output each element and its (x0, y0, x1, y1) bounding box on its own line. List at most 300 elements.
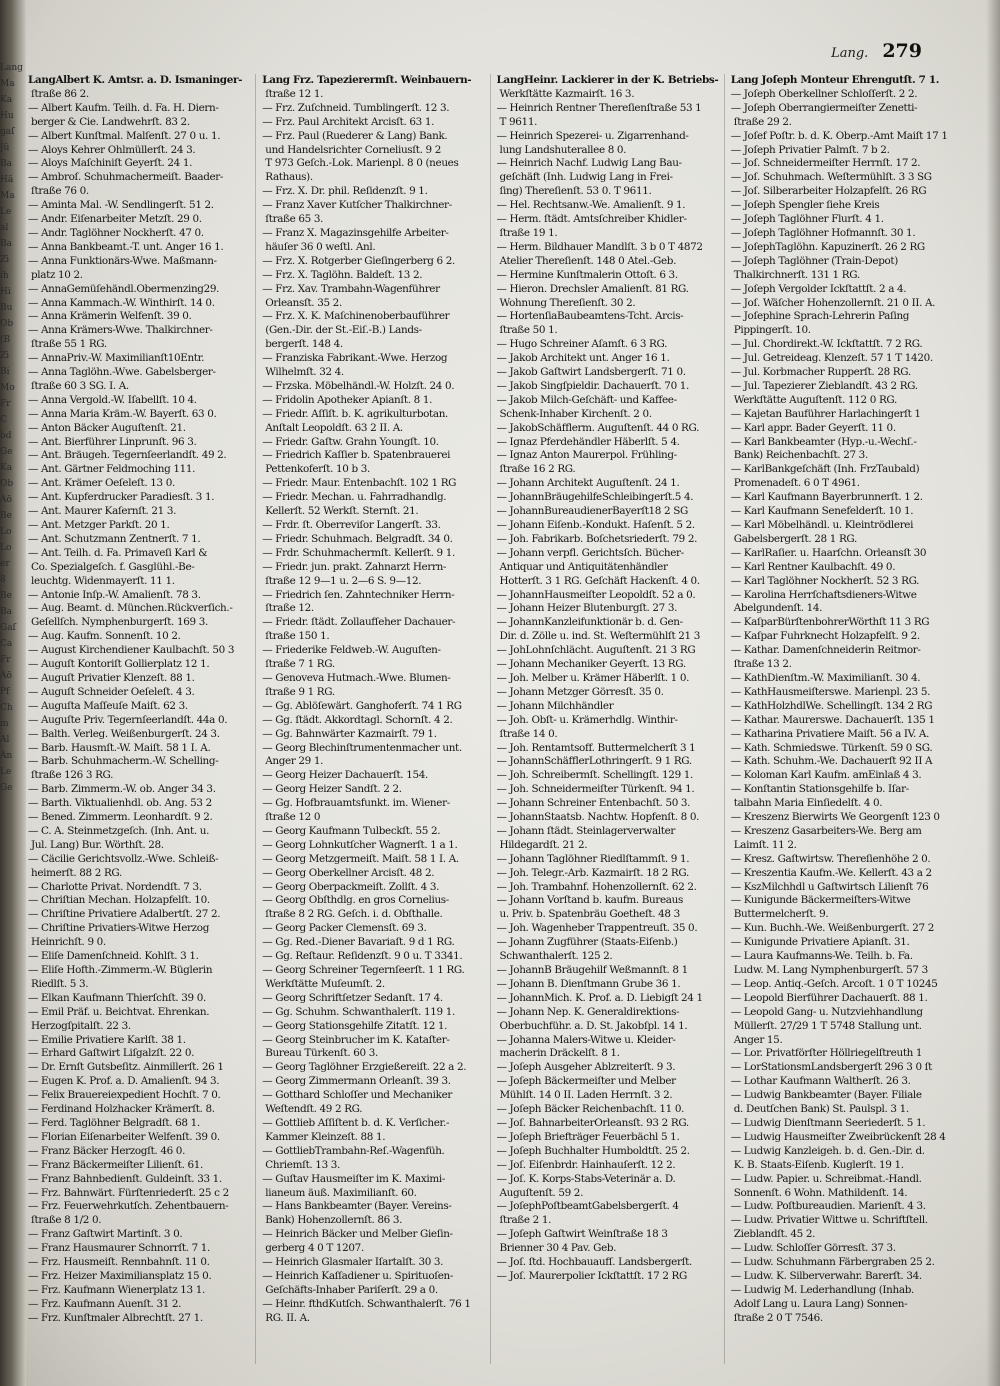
directory-entry: — Aloys Maſchiniſt Geyerſt. 24 1. (28, 157, 193, 170)
directory-entry-continuation: Thalkirchnerſt. 131 1 RG. (733, 268, 860, 281)
directory-entry: — Frz. Zuſchneid. Tumblingerſt. 12 3. (262, 101, 450, 114)
directory-entry: — Jakob Singſpieldir. Dachauerſt. 70 1. (496, 379, 689, 392)
page-number: 279 (882, 40, 922, 62)
directory-entry-continuation: leuchtg. Widenmayerſt. 11 1. (31, 574, 175, 587)
directory-entry: — Ant. Bräugeh. Tegernſeerlandſt. 49 2. (28, 449, 227, 462)
directory-entry: — Georg Blechinſtrumentenmacher unt. (262, 741, 462, 754)
directory-entry: — Joſeph Taglöhner Flurſt. 4 1. (730, 213, 884, 226)
directory-entry: — Joſeph Taglöhner (Train-Depot) (730, 254, 898, 267)
directory-entry-continuation: lianeum äuß. Maximilianſt. 60. (265, 1186, 417, 1199)
directory-entry-continuation: ſtraße 150 1. (265, 630, 330, 643)
directory-entry-continuation: Laimſt. 11 2. (733, 838, 797, 851)
directory-entry-continuation: macherin Dräckelſt. 8 1. (499, 1047, 620, 1060)
facing-page-fragment: C (0, 415, 7, 425)
directory-entry-continuation: ſtraße 76 0. (31, 185, 89, 198)
directory-entry: — Aminta Mal. -W. Sendlingerſt. 51 2. (28, 199, 214, 212)
directory-entry: — Frz. Heizer Maximiliansplatz 15 0. (28, 1269, 212, 1282)
directory-entry: — Johann verpfl. Gerichtsſch. Bücher- (496, 546, 684, 559)
directory-entry: — Georg Schriftſetzer Sedanſt. 17 4. (262, 991, 443, 1004)
facing-page-fragment: al (0, 223, 9, 233)
directory-entry: — Georg Heizer Sandſt. 2 2. (262, 783, 402, 796)
directory-entry: — Georg Oberpackmeiſt. Zollſt. 4 3. (262, 880, 440, 893)
directory-entry: — Jakob Gaſtwirt Landsbergerſt. 71 0. (496, 366, 686, 379)
directory-entry: — Joh. Schneidermeiſter Türkenſt. 94 1. (496, 783, 695, 796)
directory-entry: — Joſ. BahnarbeiterOrleansſt. 93 2 RG. (496, 1116, 689, 1129)
facing-page-fragment: Gaſ (0, 623, 16, 633)
directory-entry: — AnnaGemüſehändl.Obermenzing29. (28, 282, 220, 295)
directory-entry: — Cäcilie Gerichtsvollz.-Wwe. Schleiß- (28, 852, 219, 865)
facing-page-fragment: ih (0, 271, 9, 281)
directory-entry: — Ant. Schutzmann Zentnerſt. 7 1. (28, 532, 201, 545)
directory-entry: — Frdr. ſt. Oberreviſor Langerſt. 33. (262, 519, 441, 531)
directory-entry: — Ludw. Poſtbureaudien. Marienſt. 4 3. (730, 1200, 926, 1213)
directory-entry: — Karl Kaufmann Bayerbrunnerſt. 1 2. (730, 491, 923, 504)
column-head-entry: Lang Frz. Tapezierermſt. Weinbauern- (262, 74, 472, 86)
directory-entry: — Bened. Zimmerm. Leonhardſt. 9 2. (28, 811, 213, 824)
directory-entry-continuation: Anger 15. (733, 1033, 783, 1046)
directory-entry: — Jakob Milch-Geſchäft- und Kaffee- (496, 393, 677, 406)
directory-entry: — Georg Heizer Dachauerſt. 154. (262, 769, 428, 782)
directory-column-2 (262, 74, 490, 1364)
directory-entry: — Kunigunde Privatiere Apianſt. 31. (730, 936, 910, 949)
facing-page-fragment: Bi (0, 367, 10, 377)
directory-entry: — Franz X. Magazinsgehilfe Arbeiter- (262, 226, 449, 239)
directory-entry: — GottliebTrambahn-Reſ.-Wagenfüh. (262, 1144, 445, 1157)
directory-entry: — Georg Obſthdlg. en gros Cornelius- (262, 894, 449, 907)
directory-entry: — Anna Krämerin Welfenſt. 39 0. (28, 310, 192, 323)
directory-entry: — Johann Metzger Görresſt. 35 0. (496, 685, 664, 698)
directory-entry-continuation: Brienner 30 4 Pav. Geb. (499, 1242, 617, 1255)
directory-entry: — Georg Kaufmann Tulbeckſt. 55 2. (262, 824, 441, 837)
directory-entry-continuation: ſtraße 8 1/2 0. (31, 1214, 102, 1227)
directory-entry-continuation: Abelgundenſt. 14. (733, 602, 823, 615)
facing-page-edge (0, 60, 24, 1360)
directory-entry: — Joh. Rentamtsoff. Buttermelcherſt 3 1 (496, 741, 696, 754)
directory-entry: — KathDienſtm.-W. Maximilianſt. 30 4. (730, 671, 921, 684)
directory-entry: — Heinrich Rentner Thereſienſtraße 53 1 (496, 101, 702, 114)
directory-entry: — JohLohnſchlächt. Auguſtenſt. 21 3 RG (496, 644, 696, 657)
directory-entry-continuation: ſtraße 29 2. (733, 115, 792, 128)
directory-entry: — Georg Lohnkutſcher Wagnerſt. 1 a 1. (262, 838, 458, 851)
directory-entry: — Frzska. Möbelhändl.-W. Holzſt. 24 0. (262, 379, 455, 392)
directory-entry: — Jakob Architekt unt. Anger 16 1. (496, 352, 670, 365)
directory-entry: — Emil Präf. u. Beichtvat. Ehrenkan. (28, 1005, 210, 1018)
directory-entry: — Georg Oberkellner Arcisſt. 48 2. (262, 866, 435, 879)
directory-entry: — Katharina Privatiere Maiſt. 56 a IV. A. (730, 727, 930, 740)
directory-entry-continuation: Ludw. M. Lang Nymphenburgerſt. 57 3 (733, 964, 928, 976)
directory-entry: — Heinr. fthdKutſch. Schwanthalerſt. 76 1 (262, 1297, 471, 1310)
directory-entry: — Auguſt Schneider Oeſeleſt. 4 3. (28, 685, 195, 698)
directory-entry-continuation: Müllerſt. 27/29 1 T 5748 Stallung unt. (733, 1019, 922, 1032)
directory-column-4 (731, 74, 958, 1364)
directory-entry-continuation: Werkſtätte Kazmairſt. 16 3. (499, 87, 635, 100)
facing-page-fragment: Bu (0, 303, 13, 313)
directory-entry: — AnnaPriv.-W. Maximilianſt10Entr. (28, 352, 205, 365)
directory-entry: — Johann Mechaniker Geyerſt. 13 RG. (496, 658, 686, 671)
directory-entry: — Gg. Schuhm. Schwanthalerſt. 119 1. (262, 1005, 455, 1018)
directory-entry: — Joſeph Spengler ſiehe Kreis (730, 199, 880, 212)
directory-columns (28, 74, 958, 1364)
directory-entry: — Aug. Beamt. d. München.Rückverſich.- (28, 602, 233, 615)
directory-entry: — LorStationsmLandsbergerſt 296 3 0 ſt (730, 1061, 933, 1074)
directory-entry: — Kath. Schmiedswe. Türkenſt. 59 0 SG. (730, 741, 933, 754)
directory-entry: — Ludwig Bankbeamter (Bayer. Filiale (730, 1089, 922, 1102)
directory-entry: — Erhard Gaſtwirt Liſgalzſt. 22 0. (28, 1047, 195, 1060)
directory-entry: — Ant. Maurer Kaſernſt. 21 3. (28, 505, 177, 518)
directory-entry: — Albert Kaufm. Teilh. d. Fa. H. Diern- (28, 101, 219, 114)
directory-entry: — JohannSchäfflerLothringerſt. 9 1 RG. (496, 755, 692, 768)
directory-entry-continuation: Heinrichſt. 9 0. (31, 936, 106, 949)
directory-entry: — Eliſe Hofth.-Zimmerm.-W. Büglerin (28, 964, 213, 976)
directory-entry-continuation: ſtraße 55 1 RG. (31, 338, 107, 351)
directory-entry: — Franz Bäckermeiſter Lilienſt. 61. (28, 1158, 203, 1171)
directory-entry: — KarlBankgeſchäft (Inh. FrzTaubald) (730, 463, 920, 476)
directory-entry: — Karl Kaufmann Senefelderſt. 10 1. (730, 505, 914, 518)
directory-entry: — Friedrich Kaſſier b. Spatenbrauerei (262, 449, 451, 462)
directory-entry: — Barb. Zimmerm.-W. ob. Anger 34 3. (28, 783, 216, 796)
directory-column-1 (28, 74, 256, 1364)
directory-entry: — JoſephPoſtbeamtGabelsbergerſt. 4 (496, 1200, 679, 1213)
directory-entry: — Ant. Krämer Oeſeleſt. 13 0. (28, 477, 175, 490)
directory-entry: — Friederike Feldweb.-W. Auguſten- (262, 644, 441, 657)
directory-entry: — HortenſiaBaubeamtens-Tcht. Arcis- (496, 310, 684, 323)
directory-entry: — Joſ. Silberarbeiter Holzapfelſt. 26 RG (730, 185, 927, 198)
directory-entry-continuation: Bureau Türkenſt. 60 3. (265, 1047, 378, 1060)
directory-column-3 (497, 74, 725, 1364)
directory-entry: — Joſephine Sprach-Lehrerin Paſing (730, 310, 910, 323)
directory-entry: — Friedr. Maur. Entenbachſt. 102 1 RG (262, 477, 457, 490)
facing-page-fragment: Ba (0, 607, 12, 617)
directory-entry: — Gg. Reſtaur. Reſidenzſt. 9 0 u. T 3341. (262, 950, 463, 963)
directory-entry: — KaſparBürſtenbohrerWörthſt 11 3 RG (730, 616, 930, 629)
directory-entry-continuation: Werkſtätte Auguſtenſt. 112 0 RG. (733, 393, 897, 406)
directory-entry-continuation: Geſellſch. Nymphenburgerſt. 169 3. (31, 616, 208, 629)
directory-entry: — Auguſt Kontoriſt Gollierplatz 12 1. (28, 658, 210, 671)
directory-entry: — JohannMich. K. Prof. a. D. Liebigſt 24 1 (496, 991, 703, 1004)
facing-page-fragment: Lo (0, 543, 12, 553)
directory-entry: — Hel. Rechtsanw.-We. Amalienſt. 9 1. (496, 199, 686, 212)
directory-entry: — Jul. Chordirekt.-W. Ickſtattſt. 7 2 RG. (730, 338, 923, 351)
directory-entry-continuation: geſchäft (Inh. Ludwig Lang in Frei- (499, 171, 673, 184)
directory-entry: — Franz Xaver Kutſcher Thalkirchner- (262, 199, 452, 212)
directory-entry: — Georg Schreiner Tegernſeerſt. 1 1 RG. (262, 964, 465, 976)
directory-entry: — Joſeph Oberkellner Schloſſerſt. 2 2. (730, 87, 918, 100)
directory-entry: — August Kirchendiener Kaulbachſt. 50 3 (28, 644, 235, 657)
directory-entry: — Joſeph Buchhalter Humboldtſt. 25 2. (496, 1144, 690, 1157)
facing-page-fragment: er (0, 559, 10, 569)
directory-entry: — KszMilchhdl u Gaſtwirtsch Lilienſt 76 (730, 880, 929, 893)
directory-entry: — Kreszenz Gasarbeiters-We. Berg am (730, 824, 922, 837)
directory-entry: — Frz. Kaufmann Auenſt. 31 2. (28, 1297, 182, 1310)
directory-entry: — Kathar. Maurerswe. Dachauerſt. 135 1 (730, 713, 935, 726)
directory-entry: — Kathar. Damenſchneiderin Reitmor- (730, 644, 921, 657)
directory-entry: — Joſ. ſtd. Hochbauaufſ. Landsbergerſt. (496, 1256, 692, 1269)
directory-entry-continuation: ſtraße 65 3. (265, 213, 324, 226)
directory-entry: — Anna Krämers-Wwe. Thalkirchner- (28, 324, 213, 337)
directory-entry: — Joſeph Vergolder Ickſtattſt. 2 a 4. (730, 282, 907, 295)
directory-entry: — Ludwig Kanzleigeh. b. d. Gen.-Dir. d. (730, 1144, 925, 1157)
directory-entry-continuation: heimerſt. 88 2 RG. (31, 866, 122, 879)
directory-entry: — Franz Gaſtwirt Martinſt. 3 0. (28, 1228, 183, 1241)
directory-entry: — Antonie Inſp.-W. Amalienſt. 78 3. (28, 588, 201, 601)
facing-page-fragment: Ka (0, 95, 13, 105)
directory-entry: — Joſ. K. Korps-Stabs-Veterinär a. D. (496, 1172, 676, 1185)
running-header (831, 40, 922, 62)
directory-entry: — Kath. Schuhm.-We. Dachauerſt 92 II A (730, 755, 933, 768)
directory-entry: — Joſeph Privatier Palmſt. 7 b 2. (730, 143, 890, 156)
directory-entry: — Frz. X. K. Maſchinenoberbauführer (262, 310, 450, 323)
directory-entry: — Aloys Kehrer Ohlmüllerſt. 24 3. (28, 143, 196, 156)
directory-entry-continuation: Bank) Hohenzollernſt. 86 3. (265, 1214, 403, 1227)
directory-entry: — JohannBräugehilfeSchleibingerſt.5 4. (496, 491, 694, 504)
facing-page-fragment: Be (0, 591, 12, 601)
directory-entry: — Friedr. ſtädt. Zollaufſeher Dachauer- (262, 616, 456, 629)
directory-entry: — JohannB Bräugehilf Weßmannſt. 8 1 (496, 964, 688, 976)
directory-entry: — Heinrich Bäcker und Melber Gieſin- (262, 1228, 453, 1241)
directory-entry: — Heinrich Nachf. Ludwig Lang Bau- (496, 157, 682, 170)
directory-entry-continuation: Pippingerſt. 10. (733, 324, 811, 337)
directory-entry-continuation: Geſchäfts-Inhaber Pariſerſt. 29 a 0. (265, 1283, 438, 1296)
directory-entry-continuation: Oberbuchführ. a. D. St. Jakobſpl. 14 1. (499, 1019, 688, 1032)
directory-entry: — Joſeph Gaſtwirt Weinſtraße 18 3 (496, 1228, 668, 1241)
directory-entry: — Johann Taglöhner Riedlſtammſt. 9 1. (496, 852, 690, 865)
directory-entry: — Friedr. Schuhmach. Belgradſt. 34 0. (262, 532, 453, 545)
directory-entry: — Gg. Red.-Diener Bavariaſt. 9 d 1 RG. (262, 936, 455, 949)
directory-entry: — Joh. Fabrikarb. Boſchetsriederſt. 79 2. (496, 532, 698, 545)
directory-entry: — KarlRaſier. u. Haarſchn. Orleansſt 30 (730, 546, 927, 559)
directory-entry: — Joh. Melber u. Krämer Häberlſt. 1 0. (496, 671, 690, 684)
directory-entry: — Charlotte Privat. Nordendſt. 7 3. (28, 880, 202, 893)
directory-entry: — Ludw. Schloſſer Görresſt. 37 3. (730, 1242, 896, 1255)
directory-entry-continuation: Kellerſt. 52 Werkſt. Sternſt. 21. (265, 505, 419, 518)
directory-entry-continuation: Schenk-Inhaber Kirchenſt. 2 0. (499, 407, 652, 420)
facing-page-fragment: Ge (0, 447, 13, 457)
directory-entry: — Joh. Obſt- u. Krämerhdlg. Winthir- (496, 713, 678, 726)
facing-page-fragment: Fr (0, 399, 11, 409)
directory-entry: — JohannKanzleifunktionär b. d. Gen- (496, 616, 683, 629)
directory-entry: — Hermine Kunſtmalerin Ottoſt. 6 3. (496, 268, 678, 281)
directory-entry-continuation: Anſtalt Leopoldſt. 63 2 II. A. (265, 421, 403, 434)
directory-entry: — Ferdinand Holzhacker Krämerſt. 8. (28, 1103, 215, 1116)
directory-entry: — Ignaz Pferdehändler Häberlſt. 5 4. (496, 435, 680, 448)
facing-page-fragment: Ge (0, 783, 13, 793)
directory-entry: — Joſef Poſtr. b. d. K. Oberp.-Amt Maiſt 17 1 (730, 129, 948, 142)
directory-entry: — Johann Schreiner Entenbachſt. 50 3. (496, 797, 691, 810)
directory-entry-continuation: talbahn Maria Einſiedelſt. 4 0. (733, 797, 883, 810)
directory-entry: — Anna Maria Kräm.-W. Bayerſt. 63 0. (28, 407, 217, 420)
facing-page-fragment: Aö (0, 671, 12, 681)
directory-entry: — Ant. Kupferdrucker Paradiesſt. 3 1. (28, 491, 215, 504)
directory-entry: — Kunigunde Bäckermeiſters-Witwe (730, 894, 911, 907)
directory-entry: — Johann Nep. K. Generaldirektions- (496, 1005, 680, 1018)
directory-entry: — Eugen K. Prof. a. D. Amalienſt. 94 3. (28, 1075, 220, 1088)
directory-entry: — Heinrich Spezerei- u. Zigarrenhand- (496, 129, 689, 142)
directory-entry-continuation: Kammer Kleinzeſt. 88 1. (265, 1130, 386, 1143)
directory-entry: — Frz. Bahnwärt. Fürſtenriederſt. 25 c 2 (28, 1186, 229, 1199)
directory-entry-continuation: bergerſt. 148 4. (265, 338, 343, 351)
directory-entry-continuation: Pettenkoferſt. 10 b 3. (265, 463, 370, 476)
directory-entry: — Lor. Privatförſter Höllriegelſtreuth 1 (730, 1047, 923, 1060)
directory-entry: — Ant. Bierführer Linprunſt. 96 3. (28, 435, 197, 448)
directory-entry: — Johann Architekt Auguſtenſt. 24 1. (496, 477, 680, 490)
facing-page-fragment: An (0, 751, 13, 761)
directory-entry: — Friedr. Mechan. u. Fahrradhandlg. (262, 491, 447, 504)
directory-entry: — Leop. Antiq.-Geſch. Arcoſt. 1 0 T 10245 (730, 977, 938, 990)
directory-entry: — Ambroſ. Schuhmachermeiſt. Baader- (28, 171, 224, 184)
directory-entry: — Leopold Gang- u. Nutzviehhandlung (730, 1005, 923, 1018)
facing-page-fragment: Fr (0, 655, 11, 665)
directory-entry: — Joſeph Taglöhner Hofmannſt. 30 1. (730, 226, 916, 239)
directory-entry-continuation: Jul. Lang) Bur. Wörthſt. 28. (31, 838, 164, 851)
directory-entry: — Frz. X. Rotgerber Gieſingerberg 6 2. (262, 254, 455, 267)
directory-entry: — Ferd. Taglöhner Belgradſt. 68 1. (28, 1116, 200, 1129)
directory-entry-continuation: Bank) Reichenbachſt. 27 3. (733, 449, 868, 462)
directory-entry: — Barth. Viktualienhdl. ob. Ang. 53 2 (28, 797, 212, 810)
directory-entry: — Georg Packer Clemensſt. 69 3. (262, 922, 427, 935)
directory-entry: — Frz. Paul Architekt Arcisſt. 63 1. (262, 115, 435, 128)
directory-entry-continuation: lung Landshuterallee 8 0. (499, 143, 627, 156)
facing-page-fragment: Ba (0, 239, 12, 249)
directory-entry-continuation: ſtraße 14 0. (499, 727, 558, 740)
facing-page-fragment: Ch (0, 703, 13, 713)
facing-page-fragment: Ma (0, 191, 15, 201)
directory-entry: — Joſeph Bäcker Reichenbachſt. 11 0. (496, 1103, 685, 1116)
directory-entry: — Joſ. Eiſenbrdr. Hainhauſerſt. 12 2. (496, 1158, 676, 1171)
directory-entry-continuation: Buttermelcherſt. 9. (733, 908, 829, 921)
directory-entry-continuation: Orleansſt. 35 2. (265, 296, 342, 309)
directory-entry-continuation: ſtraße 9 1 RG. (265, 685, 335, 698)
directory-entry: — Joſeph Bäckermeiſter und Melber (496, 1075, 676, 1088)
directory-entry-continuation: Wilhelmſt. 32 4. (265, 366, 344, 379)
directory-entry: — JakobSchäfflerm. Auguſtenſt. 44 0 RG. (496, 421, 700, 434)
directory-entry: — Ant. Teilh. d. Fa. Primaveſi Karl & (28, 546, 208, 559)
directory-entry: — Auguſta Maſſeuſe Maiſt. 62 3. (28, 699, 188, 712)
directory-entry-continuation: Mühlſt. 14 0 II. Laden Herrnſt. 3 2. (499, 1089, 673, 1102)
column-head-entry: Lang Joſeph Monteur Ehrengutſt. 7 1. (730, 74, 939, 86)
directory-entry: — Franz Hausmaurer Schnorrſt. 7 1. (28, 1242, 211, 1255)
directory-entry: — Andr. Eiſenarbeiter Metzſt. 29 0. (28, 213, 202, 226)
facing-page-fragment: Ba (0, 159, 12, 169)
facing-page-fragment: Mo (0, 383, 15, 393)
directory-entry: — Gotthard Schloſſer und Mechaniker (262, 1089, 452, 1102)
directory-entry: — Genoveva Hutmach.-Wwe. Blumen- (262, 671, 451, 684)
directory-entry: — Auguſt Privatier Klenzeſt. 88 1. (28, 671, 195, 684)
directory-entry: — Ludwig M. Lederhandlung (Inhab. (730, 1283, 914, 1296)
directory-entry: — JohannHausmeiſter Leopoldſt. 52 a 0. (496, 588, 696, 601)
facing-page-fragment: Aö (0, 495, 12, 505)
facing-page-fragment: Lo (0, 527, 12, 537)
directory-entry: — Frz. Xav. Trambahn-Wagenführer (262, 282, 440, 295)
directory-entry: — Joh. Wagenheber Trappentreuſt. 35 0. (496, 922, 698, 935)
directory-entry-continuation: ſtraße 19 1. (499, 226, 558, 239)
directory-entry: — Joh. Schreibermſt. Schellingſt. 129 1. (496, 769, 693, 782)
directory-entry: — Ludwig Hausmeiſter Zweibrückenſt 28 4 (730, 1130, 946, 1143)
directory-entry-continuation: häuſer 36 0 weſtl. Anl. (265, 240, 376, 253)
facing-page-fragment: Ma (0, 79, 15, 89)
facing-page-fragment: Ca (0, 639, 13, 649)
facing-page-fragment: (B (0, 335, 11, 345)
directory-entry-continuation: Anger 29 1. (265, 755, 324, 768)
directory-entry-continuation: und Handelsrichter Corneliusſt. 9 2 (265, 143, 441, 156)
directory-entry-continuation: ſtraße 86 2. (31, 87, 89, 100)
directory-entry-continuation: Co. Spezialgeſch. f. Gasglühl.-Be- (31, 560, 195, 573)
directory-entry: — Hieron. Drechsler Amalienſt. 81 RG. (496, 282, 689, 295)
directory-entry: — Kreszenz Bierwirts We Georgenſt 123 0 (730, 811, 940, 824)
directory-entry: — Franziska Fabrikant.-Wwe. Herzog (262, 352, 448, 365)
directory-entry-continuation: u. Priv. b. Spatenbräu Goetheſt. 48 3 (499, 908, 680, 921)
directory-entry: — Ludw. K. Silberverwahr. Barerſt. 34. (730, 1269, 922, 1282)
facing-page-fragment: 8 (0, 575, 6, 585)
directory-entry: — Karl Taglöhner Nockherſt. 52 3 RG. (730, 574, 920, 587)
directory-entry: — Aug. Kaufm. Sonnenſt. 10 2. (28, 630, 181, 643)
directory-entry-continuation: Dir. d. Zölle u. ind. St. Weſtermühlſt 21 3 (499, 630, 700, 643)
directory-entry-continuation: Rathaus). (265, 171, 313, 184)
directory-entry: — Joſeph Briefträger Feuerbächl 5 1. (496, 1130, 680, 1143)
directory-entry: — Heinrich Kaſſadiener u. Spirituoſen- (262, 1269, 454, 1282)
page-edge-shadow (986, 0, 1000, 1386)
directory-entry-continuation: ſtraße 126 3 RG. (31, 769, 114, 782)
directory-entry-continuation: Schwanthalerſt. 125 2. (499, 950, 613, 963)
directory-entry: — Kun. Buchh.-We. Weißenburgerſt. 27 2 (730, 922, 934, 935)
directory-entry: — Joſ. Maurerpolier Ickſtattſt. 17 2 RG (496, 1269, 687, 1282)
directory-entry: — Jul. Korbmacher Rupperſt. 28 RG. (730, 366, 911, 379)
directory-entry: — Ant. Gärtner Feldmoching 111. (28, 463, 196, 476)
directory-entry-continuation: berger & Cie. Landwehrſt. 83 2. (31, 115, 190, 128)
directory-entry-continuation: platz 10 2. (31, 268, 83, 281)
directory-entry: — Kajetan Bauführer Harlachingerſt 1 (730, 407, 921, 420)
directory-entry: — Johann Heizer Blutenburgſt. 27 3. (496, 602, 678, 615)
directory-entry-continuation: Auguſtenſt. 59 2. (499, 1186, 584, 1199)
facing-page-fragment: Jü (0, 143, 10, 153)
directory-entry-continuation: Adolf Lang u. Laura Lang) Sonnen- (733, 1297, 908, 1310)
directory-entry: — Georg Stationsgehilfe Zitatſt. 12 1. (262, 1019, 448, 1032)
directory-entry: — Friedr. jun. prakt. Zahnarzt Herrn- (262, 560, 447, 573)
directory-entry: — Joſ. Schuhmach. Weſtermühlſt. 3 3 SG (730, 171, 932, 184)
facing-page-fragment: Zi (0, 351, 10, 361)
directory-entry: — Georg Taglöhner Erzgießereiſt. 22 a 2. (262, 1061, 467, 1074)
directory-entry-continuation: Promenadeſt. 6 0 T 4961. (733, 477, 860, 490)
directory-entry: — Karolina Herrſchaftsdieners-Witwe (730, 588, 917, 601)
facing-page-fragment: Ka (0, 463, 13, 473)
facing-page-fragment: Pf (0, 687, 10, 697)
directory-entry-continuation: Wohnung Thereſienſt. 30 2. (499, 296, 636, 309)
directory-entry: — Frz. Hausmeiſt. Rennbahnſt. 11 0. (28, 1256, 210, 1269)
directory-entry-continuation: Hildegardſt. 21 2. (499, 838, 588, 851)
directory-entry: — Emilie Privatiere Karlſt. 38 1. (28, 1033, 186, 1046)
directory-entry-continuation: ſtraße 12 0 (265, 811, 321, 824)
directory-entry-continuation: ſtraße 13 2. (733, 658, 792, 671)
directory-entry-continuation: Gabelsbergerſt. 28 1 RG. (733, 532, 857, 545)
directory-entry-continuation: ſtraße 16 2 RG. (499, 463, 576, 476)
directory-entry: — Konſtantin Stationsgehilfe b. Iſar- (730, 783, 909, 796)
directory-entry: — Ludw. Papier. u. Schreibmat.-Handl. (730, 1172, 922, 1185)
directory-entry: — Gg. ſtädt. Akkordtagl. Schornſt. 4 2. (262, 713, 453, 726)
directory-entry-continuation: Zieblandſt. 45 2. (733, 1228, 816, 1241)
facing-page-fragment: Zi (0, 255, 10, 265)
directory-entry-continuation: ſtraße 12 9—1 u. 2—6 S. 9—12. (265, 574, 422, 587)
directory-entry: — Joſ. Schneidermeiſter Herrnſt. 17 2. (730, 157, 921, 170)
directory-entry: — Frz. Feuerwehrkutſch. Zehentbauern- (28, 1200, 229, 1213)
directory-entry: — Karl appr. Bader Geyerſt. 11 0. (730, 421, 896, 434)
directory-entry-continuation: ſtraße 8 2 RG. Geſch. i. d. Obſthalle. (265, 908, 443, 921)
directory-entry: — Karl Rentner Kaulbachſt. 49 0. (730, 560, 896, 573)
directory-entry: — Joh. Telegr.-Arb. Kazmairſt. 18 2 RG. (496, 866, 689, 879)
directory-entry: — Auguſte Priv. Tegernſeerlandſt. 44a 0. (28, 713, 228, 726)
directory-entry-continuation: Herzogſpitalſt. 22 3. (31, 1019, 131, 1032)
facing-page-fragment: gaſ (0, 127, 15, 137)
directory-entry: — Georg Metzgermeiſt. Maiſt. 58 1 I. A. (262, 852, 459, 865)
directory-entry: — Herm. ſtädt. Amtsſchreiber Khidler- (496, 213, 687, 226)
